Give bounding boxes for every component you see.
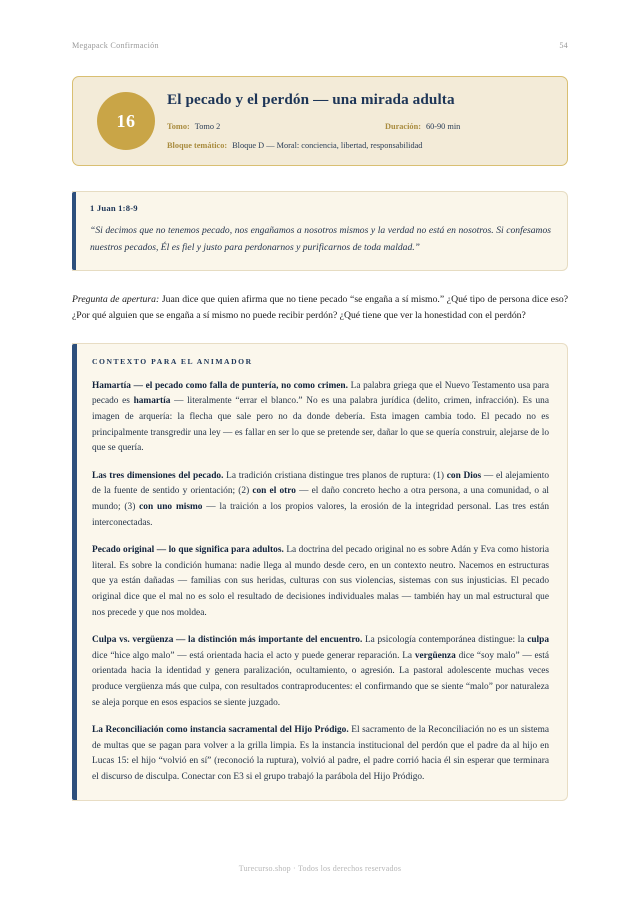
meta-bloque-label: Bloque temático: <box>167 140 228 150</box>
meta-tomo <box>167 121 385 133</box>
opening-question-text: Juan dice que quien afirma que no tiene pecado “se engaña a sí mismo.” ¿Qué tipo de persona dice eso? ¿Por qué alguien que se engaña a sí mismo no puede recibir perdón? ¿Qué tiene que ver la honestidad con el perdón? <box>72 294 568 322</box>
lesson-meta-row-2 <box>167 140 549 152</box>
meta-duracion-label: Duración: <box>385 122 421 132</box>
paragraph-body: — el daño concreto hecho a otra persona, a una comunidad, o al mundo; (3) <box>92 486 549 513</box>
paragraph-body: La tradición cristiana distingue tres planos de ruptura: (1) <box>223 470 447 481</box>
lesson-title-card <box>72 76 568 166</box>
paragraph-body: La palabra griega que el Nuevo Testamento usa para pecado es <box>92 380 549 407</box>
lesson-number-badge: 16 <box>97 92 155 150</box>
paragraph-body: La doctrina del pecado original no es sobre Adán y Eva como historia literal. Es sobre la condición humana: nadie llega al mundo desde cero, en un contexto neutro. Nacemos en estructuras que ya están dañadas — familias con sus heridas, culturas con sus violencias, sistemas con sus injusticias. El pecado original dice que el mal no es solo el resultado de decisiones individuales malas — también hay un mal estructural que nos precede y que nos moldea. <box>92 545 549 618</box>
paragraph-body: dice “soy malo” — está orientada hacia la identidad y genera paralización, ocultamiento, o agresión. La pastoral adolescente muchas veces produce vergüenza más que culpa, con resultados contraproducentes: el confirmando que se siente “malo” por naturaleza se aleja porque en esos espacios se siente juzgado. <box>92 650 549 708</box>
paragraph-inline-bold: con uno mismo <box>139 502 203 513</box>
opening-question <box>72 292 568 323</box>
paragraph-body: — el alejamiento de la fuente de sentido y orientación; (2) <box>92 470 549 497</box>
context-paragraph-pecado-original <box>92 543 549 621</box>
meta-bloque <box>167 140 422 152</box>
paragraph-body: La psicología contemporánea distingue: la <box>362 635 528 646</box>
paragraph-body: — la traición a los propios valores, la erosión de la integridad personal. Las tres están interconectadas. <box>92 502 549 528</box>
meta-bloque-value: Bloque D — Moral: conciencia, libertad, responsabilidad <box>232 140 423 150</box>
meta-tomo-label: Tomo: <box>167 122 190 132</box>
page-footer: Turecurso.shop · Todos los derechos reservados <box>238 864 402 873</box>
meta-duracion <box>385 121 460 133</box>
paragraph-heading: La Reconciliación como instancia sacramental del Hijo Pródigo. <box>92 725 349 736</box>
header-title: Megapack Confirmación <box>72 41 159 50</box>
opening-question-lead: Pregunta de apertura: <box>72 294 160 306</box>
paragraph-body: El sacramento de la Reconciliación no es un sistema de multas que se pagan para volver a la grilla limpia. Es la instancia institucional del perdón que el padre da al hijo en Lucas 15: el hijo “volvió en sí” (reconoció la ruptura), volvió al padre, el padre corrió hacia él sin esperar que terminara el discurso de disculpa. Conectar con E3 si el grupo trabajó la parábola del Hijo Pródigo. <box>92 725 549 782</box>
paragraph-inline-bold: vergüenza <box>414 650 456 661</box>
paragraph-inline-bold: con Dios <box>446 470 482 481</box>
paragraph-heading: Las tres dimensiones del pecado. <box>92 470 224 481</box>
context-paragraph-dimensiones <box>92 469 549 531</box>
paragraph-heading: Culpa vs. vergüenza — la distinción más importante del encuentro. <box>92 635 363 646</box>
scripture-reference: 1 Juan 1:8-9 <box>90 203 138 214</box>
meta-duracion-value: 60-90 min <box>425 122 461 132</box>
paragraph-inline-bold: hamartía <box>133 396 171 407</box>
lesson-title: El pecado y el perdón — una mirada adulta <box>167 91 455 108</box>
context-paragraph-hamartia <box>92 379 549 457</box>
context-box <box>72 343 568 801</box>
context-paragraph-reconciliacion <box>92 723 549 785</box>
page-number: 54 <box>559 41 568 50</box>
running-header <box>72 41 568 50</box>
context-paragraph-culpa-verguenza <box>92 633 549 711</box>
lesson-meta-row-1 <box>167 121 549 133</box>
paragraph-inline-bold: con el otro <box>252 486 296 497</box>
scripture-text: “Si decimos que no tenemos pecado, nos engañamos a nosotros mismos y la verdad no está en nosotros. Si confesamos nuestros pecados, Él es fiel y justo para perdonarnos y purificarnos de toda maldad.” <box>90 225 551 253</box>
paragraph-body: — literalmente “errar el blanco.” No es una palabra jurídica (delito, crimen, infracción). Es una imagen de arquería: la flecha que sale pero no da donde debería. Esta imagen cambia todo. El pecado no es principalmente transgredir una ley — es fallar en ser lo que se pretende ser, dañar lo que se quería construir, alejarse de lo que se quería. <box>92 396 550 454</box>
paragraph-heading: Hamartía — el pecado como falla de puntería, no como crimen. <box>92 380 348 391</box>
meta-tomo-value: Tomo 2 <box>194 122 221 132</box>
paragraph-body: dice “hice algo malo” — está orientada hacia el acto y puede generar reparación. La <box>92 650 415 661</box>
scripture-box <box>72 191 568 271</box>
paragraph-inline-bold: culpa <box>527 635 549 646</box>
paragraph-heading: Pecado original — lo que significa para adultos. <box>92 545 284 556</box>
content-column <box>72 76 568 801</box>
context-box-label: CONTEXTO PARA EL ANIMADOR <box>92 356 253 366</box>
